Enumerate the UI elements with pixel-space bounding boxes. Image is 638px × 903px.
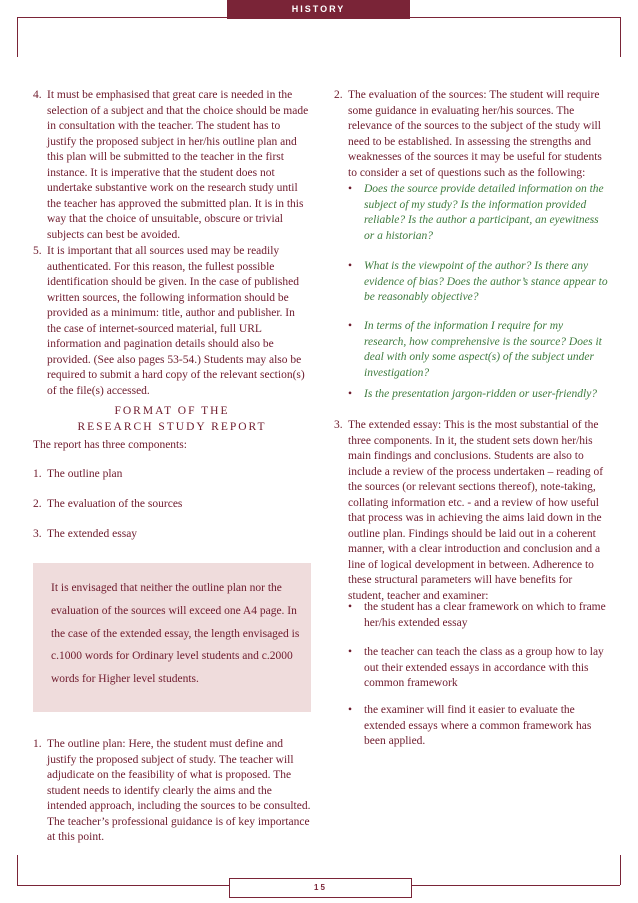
- note-box-text: It is envisaged that neither the outline plan nor the evaluation of the sources will exceed one A4 page. In the case of the extended essay, the length envisaged is c.1000 words for Ordinary level students and c.2000 words for Higher level students.: [51, 582, 300, 686]
- bullet-icon: •: [348, 388, 353, 400]
- list-number: 2.: [334, 89, 343, 101]
- list-number: 5.: [33, 245, 42, 257]
- bullet-icon: •: [348, 183, 353, 195]
- list-item-text: The evaluation of the sources: The student will require some guidance in evaluating her/his sources. The relevance of the sources to the subject of the study will need to be established. In assessing the strengths and weaknesses of the sources it may be useful for students to consider a set of questions such as the following:: [348, 89, 602, 179]
- question-bullet: [348, 182, 608, 244]
- component-item: [33, 497, 311, 513]
- component-item: [33, 467, 311, 483]
- benefit-bullet: [348, 600, 608, 631]
- bullet-icon: •: [348, 320, 353, 332]
- extended-essay-item: [334, 418, 608, 604]
- question-bullet: [348, 259, 608, 306]
- bullet-icon: •: [348, 260, 353, 272]
- question-bullet: [348, 319, 608, 381]
- question-text: Is the presentation jargon-ridden or user-friendly?: [364, 388, 598, 400]
- list-item-text: The outline plan: [47, 468, 123, 480]
- bullet-icon: •: [348, 601, 353, 613]
- list-item-text: The extended essay: [47, 528, 138, 540]
- page-frame-bottom-right: [620, 855, 621, 885]
- list-number: 4.: [33, 89, 42, 101]
- evaluation-item: [334, 88, 608, 181]
- benefit-text: the student has a clear framework on which to frame her/his extended essay: [364, 601, 606, 629]
- page-frame-bottom-left: [17, 855, 18, 885]
- benefit-text: the examiner will find it easier to evaluate the extended essays where a common framework has been applied.: [364, 704, 592, 747]
- section-heading-line1: FORMAT OF THE: [114, 405, 230, 417]
- page-frame-right: [620, 17, 621, 57]
- list-item-4: [33, 88, 311, 243]
- question-text: In terms of the information I require for my research, how comprehensive is the source? Does it deal with only some aspect(s) of the subject under investigation?: [364, 320, 602, 379]
- list-number: 3.: [334, 419, 343, 431]
- benefit-text: the teacher can teach the class as a group how to lay out their extended essays in accordance with this common framework: [364, 646, 604, 689]
- benefit-bullet: [348, 645, 608, 692]
- question-text: Does the source provide detailed information on the subject of my study? Is the information provided reliable? Is the author a participant, an eyewitness or a historian?: [364, 183, 604, 242]
- list-item-text: It must be emphasised that great care is needed in the selection of a subject and that the choice should be made in consultation with the teacher. The student has to justify the proposed subject in her/his outline plan and this plan will be submitted to the teacher in the first instance. It is imperative that the student does not undertake substantive work on the research study until the teacher has approved the submitted plan. It is in this way that the choice of unsuitable, obscure or trivial subjects can best be avoided.: [47, 89, 309, 241]
- list-number: 1.: [33, 738, 42, 750]
- outline-plan-item: [33, 737, 311, 846]
- list-number: 2.: [33, 498, 42, 510]
- benefit-bullet: [348, 703, 608, 750]
- list-item-text: The outline plan: Here, the student must define and justify the proposed subject of study. The teacher will adjudicate on the feasibility of what is proposed. The student needs to identify clearly the aims and the intended approach, including the sources to be consulted. The teacher’s professional guidance is of key importance at this point.: [47, 738, 311, 843]
- list-number: 1.: [33, 468, 42, 480]
- components-intro: The report has three components:: [33, 439, 187, 451]
- question-text: What is the viewpoint of the author? Is there any evidence of bias? Does the author’s stance appear to be reasonably objective?: [364, 260, 608, 303]
- section-heading: [33, 403, 311, 435]
- section-heading-line2: RESEARCH STUDY REPORT: [77, 421, 267, 433]
- note-box: [33, 563, 311, 712]
- section-header: HISTORY: [227, 0, 410, 19]
- question-bullet: [348, 387, 608, 403]
- list-number: 3.: [33, 528, 42, 540]
- list-item-text: The evaluation of the sources: [47, 498, 183, 510]
- component-item: [33, 527, 311, 543]
- list-item-5: [33, 244, 311, 399]
- list-item-text: It is important that all sources used may be readily authenticated. For this reason, the fullest possible identification should be given. In the case of published written sources, the following information should be provided as a minimum: title, author and publisher. In the case of internet-sourced material, full URL information and pagination details should also be provided. (See also pages 53-54.) Students may also be required to submit a hard copy of the relevant section(s) of the file(s) accessed.: [47, 245, 305, 397]
- list-item-text: The extended essay: This is the most substantial of the three components. In it, the student sets down her/his main findings and conclusions. Students are also to include a review of the process undertaken – reading of the sources (or relevant sections thereof), note-taking, collating information etc. - and a review of how useful that process was in achieving the aims laid down in the outline plan. Findings should be laid out in a coherent manner, with a clear introduction and conclusion and a line of logical development in between. Adherence to these structural parameters will have benefits for student, teacher and examiner:: [348, 419, 604, 602]
- page-frame-left: [17, 17, 18, 57]
- bullet-icon: •: [348, 704, 353, 716]
- page-number: 15: [229, 878, 412, 898]
- bullet-icon: •: [348, 646, 353, 658]
